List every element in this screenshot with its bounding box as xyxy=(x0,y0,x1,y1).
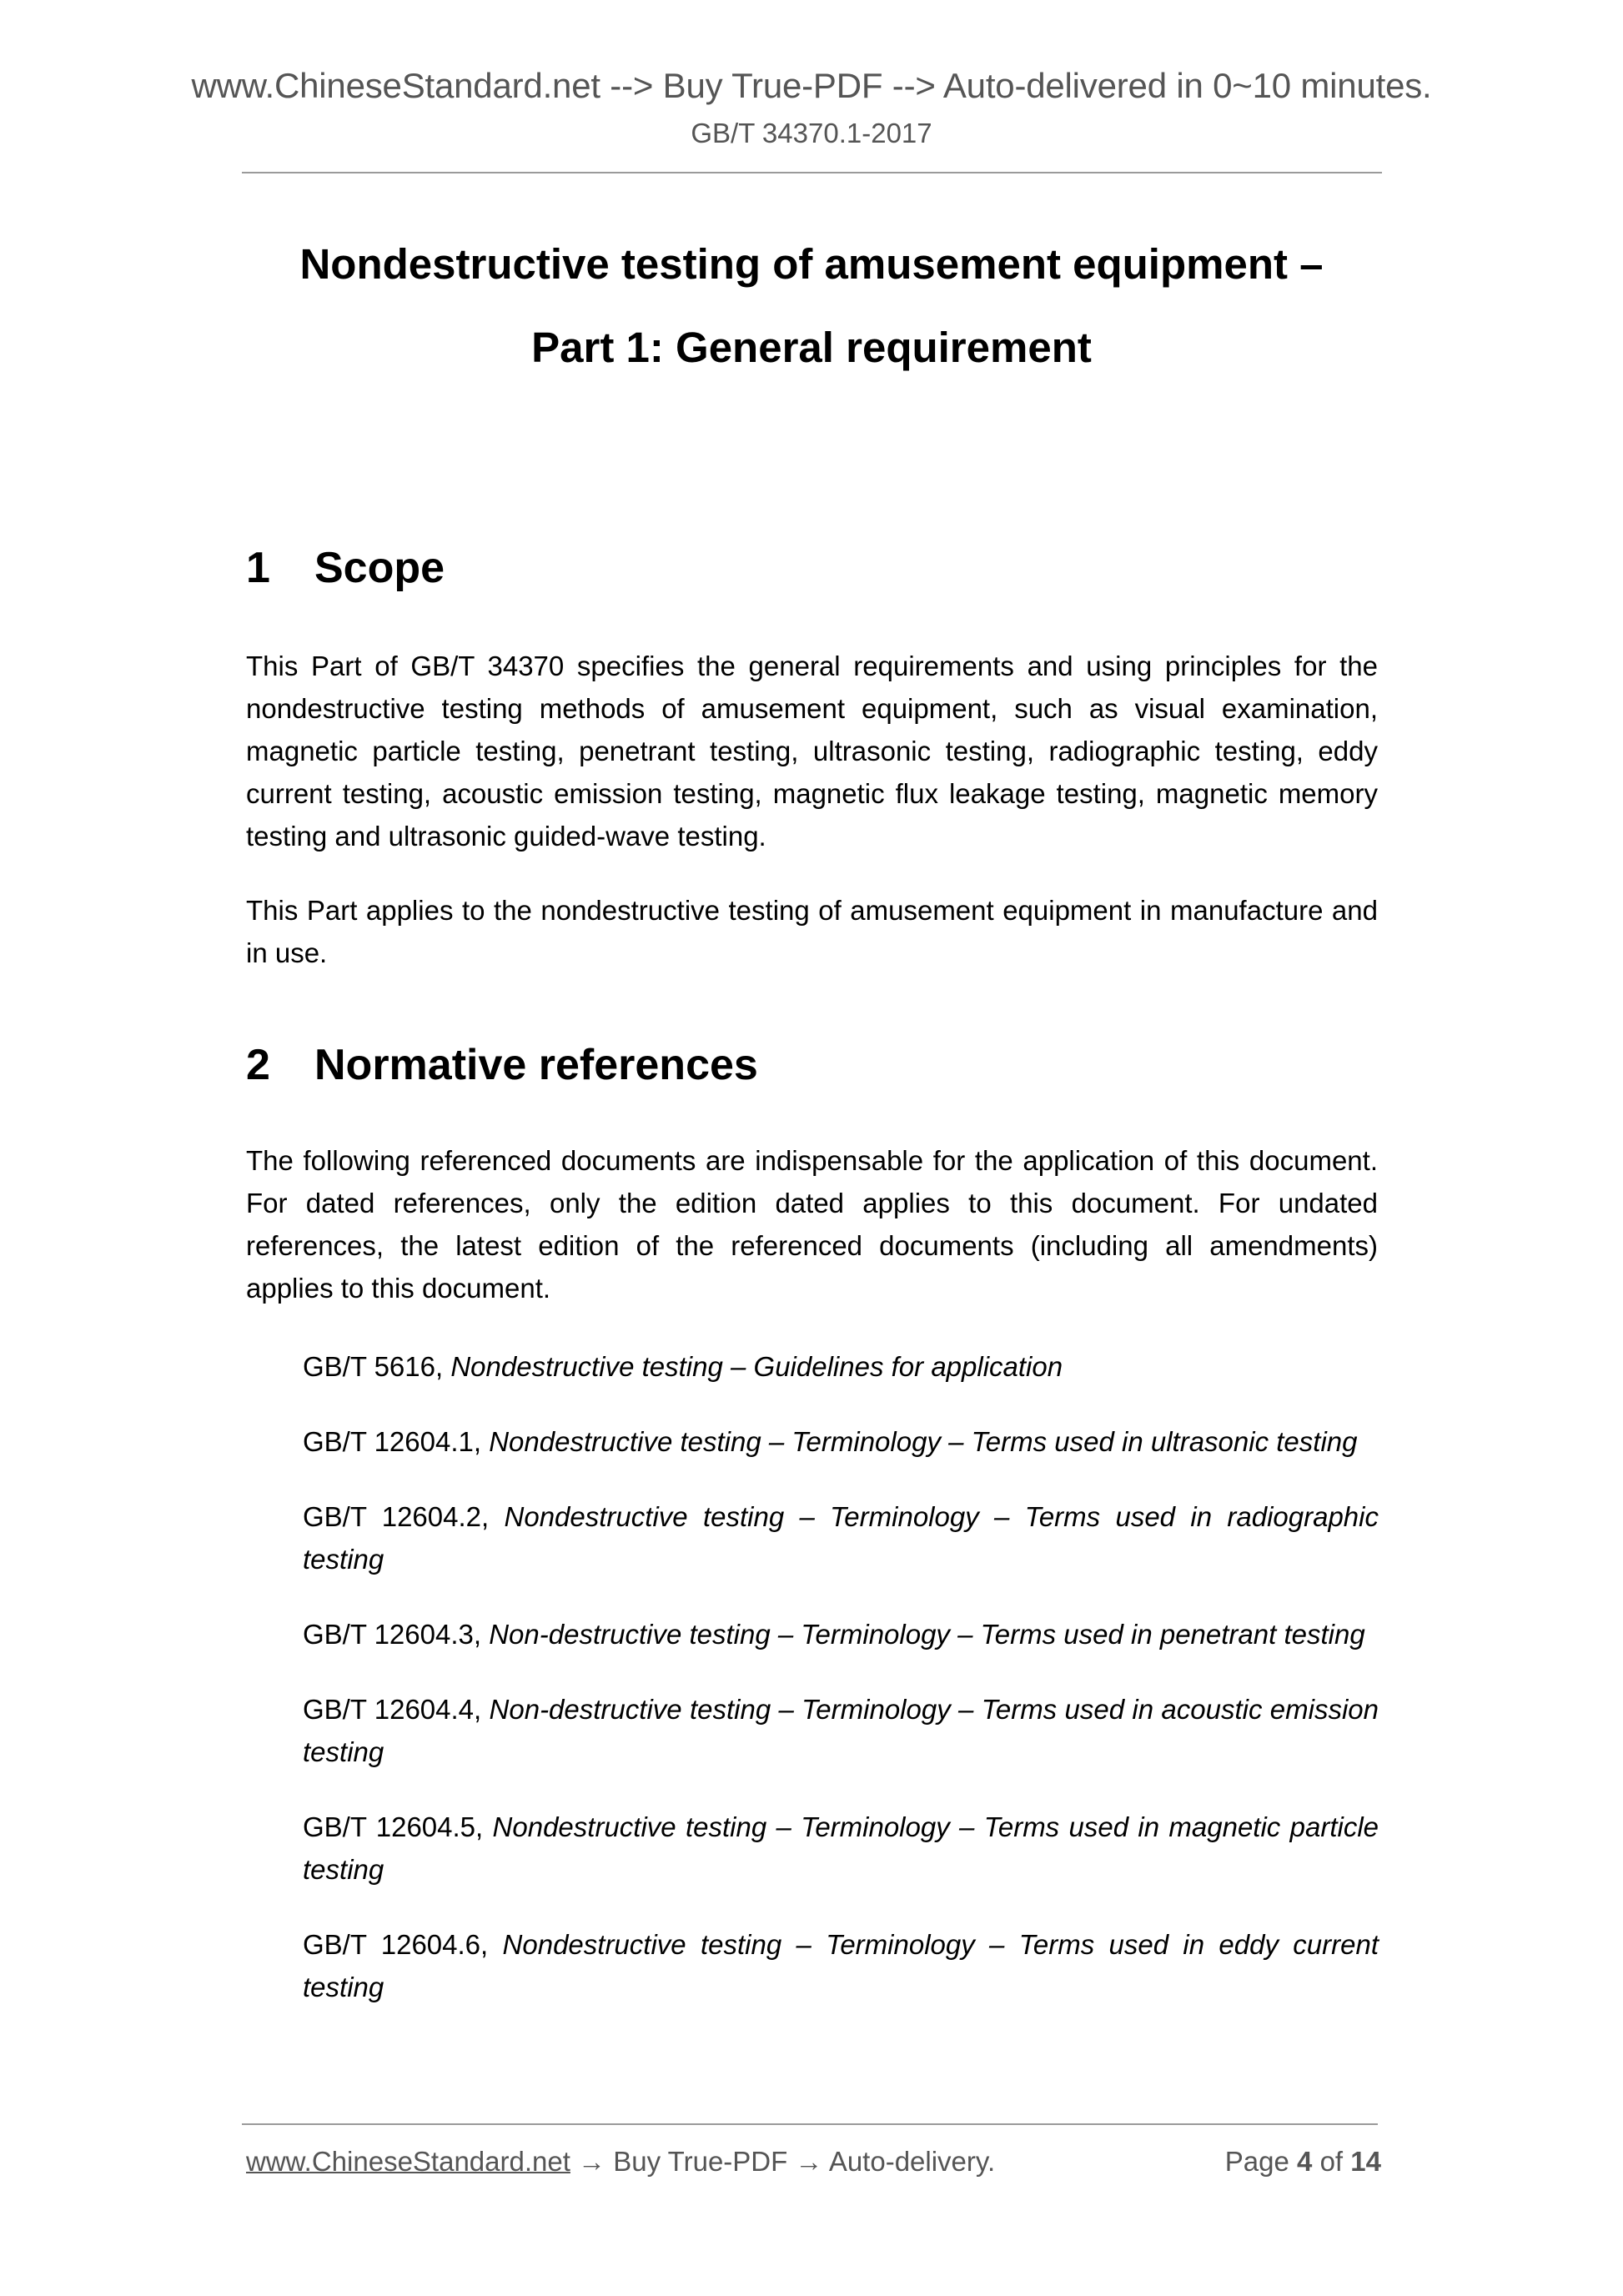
footer-divider xyxy=(242,2123,1378,2125)
section-number: 1 xyxy=(246,544,270,592)
scope-paragraph-1: This Part of GB/T 34370 specifies the general requirements and using principles for the nondestructive testing methods of amusement equipment, such as visual examination, magnetic particle testing, penetrant testing, ultrasonic testing, radiographic testing, eddy current testing, acoustic emission testing, magnetic flux leakage testing, magnetic memory testing and ultrasonic guided-wave testing. xyxy=(246,651,1378,852)
page-total: 14 xyxy=(1350,2146,1381,2177)
standard-id: GB/T 34370.1-2017 xyxy=(691,118,932,148)
page-indicator xyxy=(1183,2145,1381,2178)
reference-code: GB/T 12604.3, xyxy=(303,1619,482,1650)
reference-item xyxy=(303,1420,1379,1463)
reference-title: Nondestructive testing – Guidelines for application xyxy=(450,1351,1063,1382)
reference-code: GB/T 12604.4, xyxy=(303,1694,482,1725)
reference-title: Nondestructive testing – Terminology – Terms used in radiographic testing xyxy=(303,1501,1379,1575)
reference-code: GB/T 12604.1, xyxy=(303,1426,482,1457)
document-title xyxy=(0,223,1623,389)
header-banner: www.ChineseStandard.net --> Buy True-PDF --> Auto-delivered in 0~10 minutes. xyxy=(191,66,1432,105)
section-number: 2 xyxy=(246,1041,270,1089)
reference-item xyxy=(303,1923,1379,2008)
section-heading-normative-references xyxy=(246,1040,1380,1090)
reference-title: Nondestructive testing – Terminology – Terms used in ultrasonic testing xyxy=(489,1426,1358,1457)
section-title: Scope xyxy=(314,544,445,592)
reference-title: Nondestructive testing – Terminology – Terms used in eddy current testing xyxy=(303,1929,1379,2002)
reference-code: GB/T 5616, xyxy=(303,1351,444,1382)
reference-list xyxy=(303,1345,1379,2041)
title-line-2: Part 1: General requirement xyxy=(531,324,1092,371)
page-label: Page xyxy=(1224,2146,1289,2177)
reference-item xyxy=(303,1345,1379,1388)
references-intro-paragraph: The following referenced documents are indispensable for the application of this document. For dated references, only the edition dated applies to this document. For undated references, the latest edition of the referenced documents (including all amendments) applies to this document. xyxy=(246,1145,1378,1304)
reference-title: Nondestructive testing – Terminology – Terms used in magnetic particle testing xyxy=(303,1811,1379,1885)
footer-site-link[interactable]: www.ChineseStandard.net xyxy=(246,2146,570,2177)
footer-promo xyxy=(246,2145,995,2178)
section-title: Normative references xyxy=(314,1041,758,1089)
footer-tail-text: → Buy True-PDF → Auto-delivery. xyxy=(570,2146,996,2177)
page-current: 4 xyxy=(1297,2146,1313,2177)
reference-item xyxy=(303,1806,1379,1891)
header-divider xyxy=(242,172,1382,173)
reference-item xyxy=(303,1613,1379,1655)
reference-title: Non-destructive testing – Terminology – Terms used in acoustic emission testing xyxy=(303,1694,1379,1767)
page-of: of xyxy=(1319,2146,1344,2177)
reference-item xyxy=(303,1495,1379,1580)
section-heading-scope xyxy=(246,543,1380,593)
reference-code: GB/T 12604.2, xyxy=(303,1501,490,1532)
reference-code: GB/T 12604.5, xyxy=(303,1811,484,1842)
scope-paragraph-2: This Part applies to the nondestructive testing of amusement equipment in manufacture and in use. xyxy=(246,895,1378,968)
reference-item xyxy=(303,1688,1379,1773)
reference-code: GB/T 12604.6, xyxy=(303,1929,489,1960)
reference-title: Non-destructive testing – Terminology – Terms used in penetrant testing xyxy=(489,1619,1365,1650)
title-line-1: Nondestructive testing of amusement equipment – xyxy=(299,240,1324,288)
